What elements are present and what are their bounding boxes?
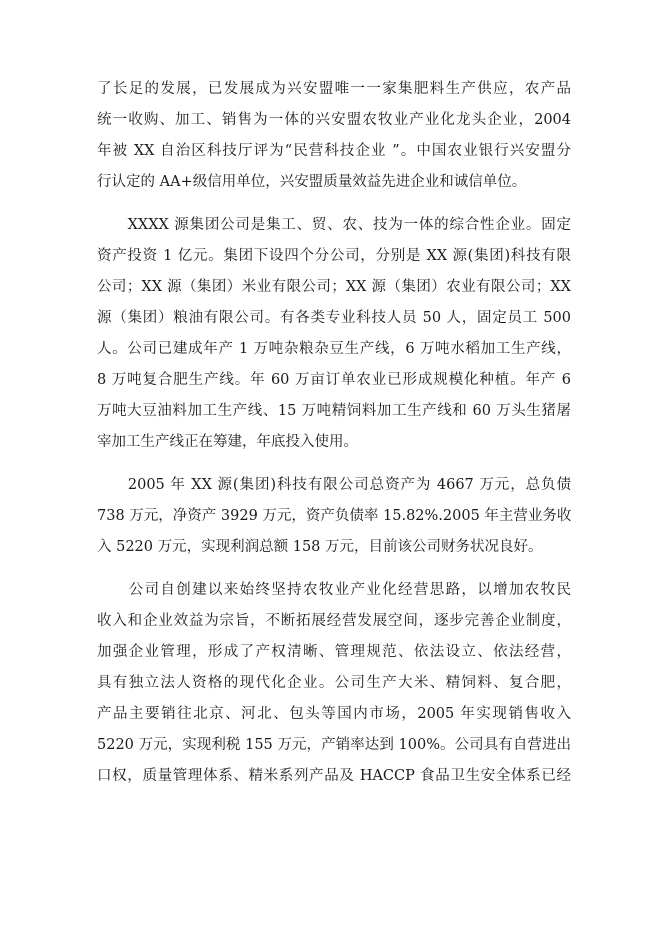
text-line: 宰加工生产线正在筹建，年底投入使用。 bbox=[97, 434, 358, 450]
paragraph-2 bbox=[97, 210, 571, 458]
text-line: XXXX 源集团公司是集工、贸、农、技为一体的综合性企业。固定 bbox=[97, 217, 571, 233]
text-line: 口权，质量管理体系、精米系列产品及 HACCP 食品卫生安全体系已经 bbox=[97, 768, 571, 784]
text-line: 8 万吨复合肥生产线。年 60 万亩订单农业已形成规模化种植。年产 6 bbox=[97, 372, 571, 388]
paragraph-gap bbox=[97, 458, 571, 470]
text-line: 5220 万元，实现利税 155 万元，产销率达到 100%。公司具有自营进出 bbox=[97, 737, 571, 753]
paragraph-4 bbox=[97, 575, 571, 792]
text-line: 了长足的发展，已发展成为兴安盟唯一一家集肥料生产供应，农产品 bbox=[97, 81, 571, 97]
text-line: 公司自创建以来始终坚持农牧业产业化经营思路，以增加农牧民 bbox=[97, 582, 571, 598]
text-line: 年被 XX 自治区科技厅评为“民营科技企业 ”。中国农业银行兴安盟分 bbox=[97, 143, 571, 159]
paragraph-3 bbox=[97, 470, 571, 563]
text-line: 万吨大豆油料加工生产线、15 万吨精饲料加工生产线和 60 万头生猪屠 bbox=[97, 403, 571, 419]
text-line: 行认定的 AA+级信用单位，兴安盟质量效益先进企业和诚信单位。 bbox=[97, 174, 527, 190]
text-line: 公司；XX 源（集团）米业有限公司；XX 源（集团）农业有限公司；XX bbox=[97, 279, 571, 295]
paragraph-1 bbox=[97, 74, 571, 198]
text-line: 源（集团）粮油有限公司。有各类专业科技人员 50 人，固定员工 500 bbox=[97, 310, 571, 326]
text-line: 收入和企业效益为宗旨，不断拓展经营发展空间，逐步完善企业制度， bbox=[97, 613, 571, 629]
text-line: 738 万元，净资产 3929 万元，资产负债率 15.82%.2005 年主营业务收 bbox=[97, 508, 572, 524]
paragraph-gap bbox=[97, 198, 571, 210]
paragraph-gap bbox=[97, 563, 571, 575]
text-line: 加强企业管理，形成了产权清晰、管理规范、依法设立、依法经营， bbox=[97, 644, 571, 660]
text-line: 具有独立法人资格的现代化企业。公司生产大米、精饲料、复合肥， bbox=[97, 675, 571, 691]
text-line: 产品主要销往北京、河北、包头等国内市场，2005 年实现销售收入 bbox=[97, 706, 571, 722]
document-page bbox=[97, 74, 571, 792]
text-line: 2005 年 XX 源(集团)科技有限公司总资产为 4667 万元，总负债 bbox=[97, 477, 571, 493]
text-line: 入 5220 万元，实现利润总额 158 万元，目前该公司财务状况良好。 bbox=[97, 539, 543, 555]
text-line: 统一收购、加工、销售为一体的兴安盟农牧业产业化龙头企业，2004 bbox=[97, 112, 571, 128]
text-line: 人。公司已建成年产 1 万吨杂粮杂豆生产线，6 万吨水稻加工生产线， bbox=[97, 341, 571, 357]
text-line: 资产投资 1 亿元。集团下设四个分公司，分别是 XX 源(集团)科技有限 bbox=[97, 248, 571, 264]
